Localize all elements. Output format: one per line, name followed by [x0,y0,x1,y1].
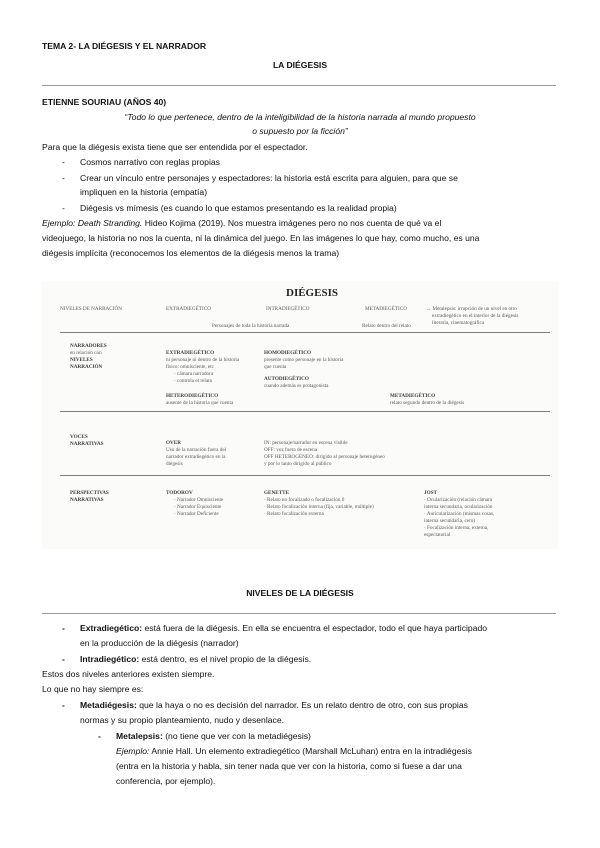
row-label: en relación con [70,350,102,356]
metalepsis-note: → Metalepsis: irrupción de un nivel en otro [426,306,517,312]
bullet-dash: - [62,173,65,183]
bullet-text: Cosmos narrativo con reglas propias [80,157,220,167]
row-label: NARRADORES [70,343,107,349]
example-line: conferencia, por ejemplo). [116,776,216,786]
row-label: PERSPECTIVAS [70,490,109,496]
definition: está dentro, es el nivel propio de la diégesis. [139,654,312,664]
col-header: INTRADIEGÉTICO [266,306,310,312]
homo-title: HOMODIEGÉTICO [264,350,311,356]
jost-item: · Auricularización (mismas cosas, [424,511,495,517]
table-rule [60,332,550,333]
jost-item: interna secundaria, ocularización [424,504,493,510]
example-paragraph [42,217,441,229]
paragraph: Lo que no hay siempre es: [42,684,144,694]
genette-item: · Relato focalización externa [264,511,324,517]
definition: (no tiene que ver con la metadiégesis) [162,731,311,741]
in-line: IN: personaje/narrador en escena visible [264,440,348,446]
genette-item: · Relato focalización interna (fija, variable, múltiple) [264,504,374,510]
example-label: Ejemplo: Death Stranding. [42,218,143,228]
term: Metalepsis: [116,731,163,741]
bullet-text [80,699,468,711]
section-rule [42,85,556,86]
voz-line: diégesis [166,461,183,467]
extra-line: ni personaje ni dentro de la historia [166,357,240,363]
section-title: LA DIÉGESIS [272,60,328,70]
metalepsis-note: literaria, cinematográfica [432,320,485,326]
metad-line: relato segundo dentro de la diégesis [390,400,465,406]
paragraph: Estos dos niveles anteriores existen siempre. [42,669,215,679]
term: Intradiegético: [80,654,140,664]
example-line: diégesis implícita (reconocemos los elementos de la diégesis menos la trama) [42,248,340,258]
genette-title: GENETTE [264,490,290,496]
bullet-dash: - [62,203,65,213]
bullet-text: impliquen en la historia (empatía) [80,187,208,197]
diegesis-scanned-table [42,281,558,549]
bullet-text [80,653,311,665]
todorov-title: TODOROV [166,490,193,496]
souriau-heading: ETIENNE SOURIAU (AÑOS 40) [42,97,167,107]
homo-line: que cuenta [264,364,287,370]
bullet-text: en la producción de la diégesis (narrador) [80,638,239,648]
genette-item: · Relato no focalizado o focalización 0 [264,497,345,503]
extra-line: · cámara narradora [174,371,214,377]
auto-title: AUTODIEGÉTICO [264,376,309,382]
example-line: (entra en la historia y habla, sin tener nada que ver con la historia, como si fuese a dar una [116,761,462,771]
quote-line-1: “Todo lo que pertenece, dentro de la inteligibilidad de la historia narrada al mundo propuesto [124,112,476,122]
term: Metadiégesis: [80,700,137,710]
metalepsis-note: extradiegético en el interior de la diégesis [432,313,519,319]
table-title: DIÉGESIS [286,287,338,299]
in-line: OFF: voz fuera de escena [264,447,318,453]
meta-subnote: Relato dentro del relato [362,323,411,329]
definition: que la haya o no es decisión del narrador. Es un relato dentro de otro, con sus propias [136,700,468,710]
in-line: y por lo tanto dirigido al público [264,461,332,467]
example-line: videojuego, la historia no nos la cuenta, ni la dinámica del juego. En las imágenes lo que hay, como mucho, es una [42,233,480,243]
bullet-dash: - [62,623,65,633]
voz-line: Uso de la narración fuera del [166,447,227,453]
bullet-dash: - [98,731,101,741]
topic-title: TEMA 2- LA DIÉGESIS Y EL NARRADOR [42,41,207,51]
extra-line: · controla el relato [174,378,213,384]
bullet-text [116,730,311,742]
col-header: EXTRADIEGÉTICO [166,306,211,312]
bullet-text: Diégesis vs mímesis (es cuando lo que estamos presentando es la realidad propia) [80,203,397,213]
col-header: METADIEGÉTICO [365,306,407,312]
auto-line: cuando además es protagonista [264,383,329,389]
jost-item: interna secundaria, cero) [424,518,476,524]
example-body: Annie Hall. Un elemento extradiegético (Marshall McLuhan) entra en la intradiégesis [149,746,472,756]
definition: está fuera de la diégesis. En ella se encuentra el espectador, todo el que haya participado [142,623,488,633]
intro-paragraph: Para que la diégesis exista tiene que ser entendida por el espectador. [42,142,308,152]
todorov-item: · Narrador Equisciente [174,504,222,510]
row-label: NARRATIVAS [70,441,104,447]
extra-line: físico: omnisciente, etc [166,364,214,370]
hetero-line: ausente de la historia que cuenta [166,400,234,406]
bullet-text: normas y su propio planteamiento, nudo y desenlace. [80,715,284,725]
table-rule [60,411,550,412]
example-text [116,745,472,757]
metad-title: METADIEGÉTICO [390,393,436,399]
example-label: Ejemplo: [116,746,150,756]
example-text: Hideo Kojima (2019). Nos muestra imágenes pero no nos cuenta de qué va el [142,218,442,228]
bullet-text: Crear un vínculo entre personajes y espectadores: la historia está escrita para alguien, para que se [80,173,458,183]
col-header: NIVELES DE NARRACIÓN [60,306,122,312]
quote-line-2: o supuesto por la ficción” [252,126,348,136]
bullet-dash: - [62,654,65,664]
intra-subnote: Personajes de toda la historia narrada [212,323,290,329]
bullet-dash: - [62,157,65,167]
bullet-dash: - [62,700,65,710]
jost-item: · Focalización interna, externa, [424,525,489,531]
todorov-item: · Narrador Deficiente [174,511,219,517]
in-line: OFF HETEROGÉNEO: dirigido al personaje heterogéneo [264,454,385,460]
hetero-title: HETERODIEGÉTICO [166,393,219,399]
section-rule [42,613,556,614]
niveles-title: NIVELES DE LA DIÉGESIS [246,588,354,598]
table-rule [60,475,550,476]
extra-title: EXTRADIEGÉTICO [166,350,215,356]
row-label: VOCES [70,434,88,440]
row-label: NARRATIVAS [70,497,104,503]
bullet-text [80,622,487,634]
jost-title: JOST [424,490,437,496]
row-label: NIVELES [70,357,93,363]
homo-line: presente como personaje en la historia [264,357,344,363]
row-label: NARRACIÓN [70,364,103,370]
jost-item: espectatorial [424,532,451,538]
term: Extradiegético: [80,623,143,633]
jost-item: · Ocularización (relación cámara [424,497,493,503]
voz-title: OVER [166,440,181,446]
todorov-item: · Narrador Omnisciente [174,497,224,503]
voz-line: narrador extradiegético en la [166,454,226,460]
